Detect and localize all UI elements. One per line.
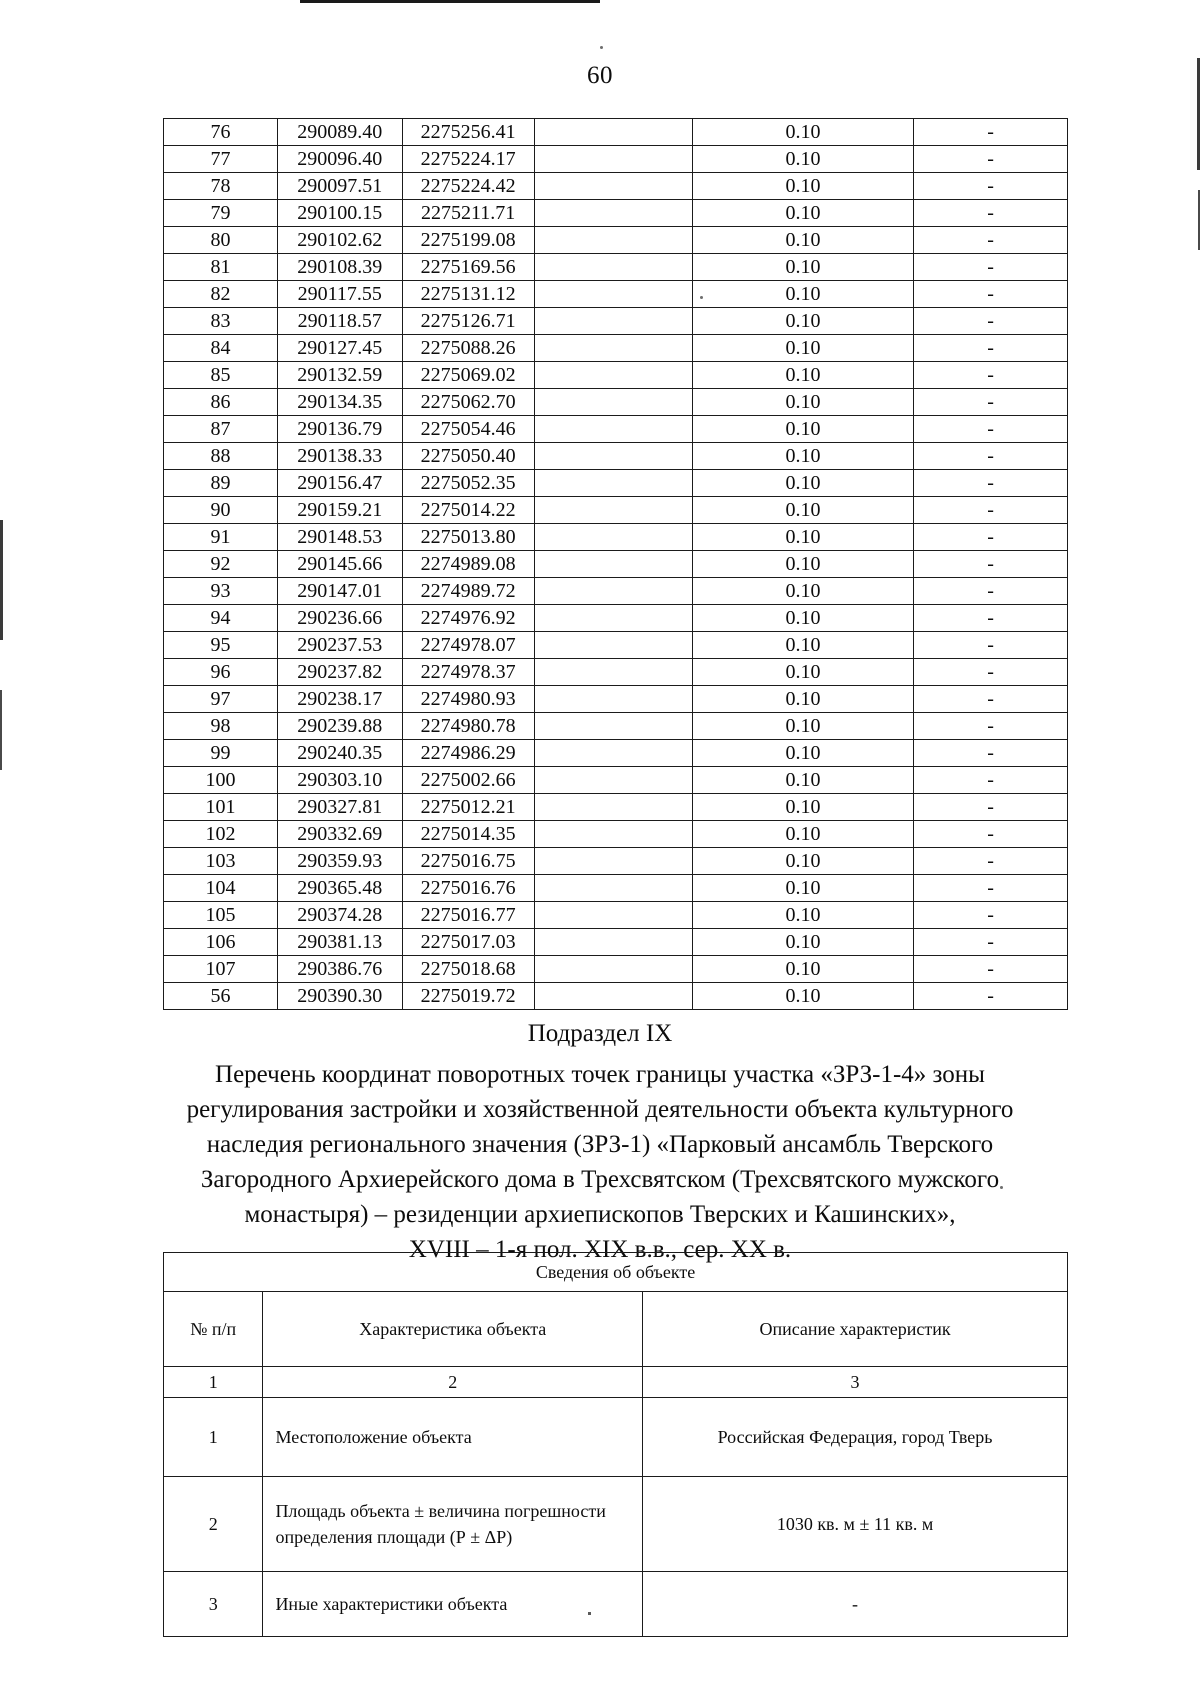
- info-row-characteristic: Местоположение объекта: [263, 1398, 643, 1477]
- cell-note: -: [914, 740, 1068, 767]
- cell-note: -: [914, 497, 1068, 524]
- cell-mt-value: 0.10: [692, 497, 913, 524]
- heading-line: наследия регионального значения (ЗРЗ-1) «Парковый ансамбль Тверского: [206, 1131, 994, 1158]
- table-row: [164, 281, 1068, 308]
- cell-point-number: 92: [164, 551, 278, 578]
- table-row: [164, 740, 1068, 767]
- cell-mt-value: 0.10: [692, 659, 913, 686]
- cell-note: -: [914, 254, 1068, 281]
- cell-note: -: [914, 632, 1068, 659]
- heading-line: монастыря) – резиденции архиепископов Тверских и Кашинских»,: [244, 1201, 956, 1228]
- info-table-row: [164, 1398, 1068, 1477]
- cell-y-coordinate: 2275016.76: [402, 875, 534, 902]
- cell-mt-value: 0.10: [692, 686, 913, 713]
- cell-y-coordinate: 2275088.26: [402, 335, 534, 362]
- cell-point-number: 76: [164, 119, 278, 146]
- cell-x-coordinate: 290359.93: [277, 848, 402, 875]
- cell-point-number: 82: [164, 281, 278, 308]
- cell-x-coordinate: 290238.17: [277, 686, 402, 713]
- cell-mt-value: 0.10: [692, 632, 913, 659]
- info-row-number: 3: [164, 1572, 263, 1637]
- cell-blank-spacer: [534, 200, 692, 227]
- info-row-number: 1: [164, 1398, 263, 1477]
- cell-y-coordinate: 2275019.72: [402, 983, 534, 1010]
- cell-point-number: 105: [164, 902, 278, 929]
- scan-edge-left-upper: [0, 520, 3, 640]
- cell-point-number: 87: [164, 416, 278, 443]
- heading-line: Перечень координат поворотных точек границы участка «ЗРЗ-1-4» зоны: [215, 1061, 985, 1088]
- cell-blank-spacer: [534, 389, 692, 416]
- cell-note: -: [914, 956, 1068, 983]
- cell-mt-value: 0.10: [692, 443, 913, 470]
- cell-blank-spacer: [534, 875, 692, 902]
- cell-x-coordinate: 290381.13: [277, 929, 402, 956]
- cell-mt-value: 0.10: [692, 200, 913, 227]
- table-row: [164, 821, 1068, 848]
- cell-note: -: [914, 551, 1068, 578]
- cell-note: -: [914, 119, 1068, 146]
- cell-note: -: [914, 578, 1068, 605]
- cell-note: -: [914, 173, 1068, 200]
- info-header-characteristic: Характеристика объекта: [263, 1292, 643, 1367]
- cell-point-number: 89: [164, 470, 278, 497]
- cell-mt-value: 0.10: [692, 821, 913, 848]
- cell-mt-value: 0.10: [692, 470, 913, 497]
- object-info-table-container: [163, 1252, 1068, 1637]
- table-row: [164, 659, 1068, 686]
- cell-x-coordinate: 290145.66: [277, 551, 402, 578]
- cell-mt-value: 0.10: [692, 308, 913, 335]
- cell-x-coordinate: 290237.53: [277, 632, 402, 659]
- info-column-number-row: [164, 1367, 1068, 1398]
- cell-x-coordinate: 290096.40: [277, 146, 402, 173]
- cell-mt-value: 0.10: [692, 227, 913, 254]
- cell-x-coordinate: 290097.51: [277, 173, 402, 200]
- cell-mt-value: 0.10: [692, 794, 913, 821]
- table-row: [164, 362, 1068, 389]
- cell-x-coordinate: 290118.57: [277, 308, 402, 335]
- info-table-row: [164, 1572, 1068, 1637]
- cell-note: -: [914, 983, 1068, 1010]
- coordinate-table: [163, 118, 1068, 1010]
- cell-point-number: 95: [164, 632, 278, 659]
- cell-blank-spacer: [534, 119, 692, 146]
- info-header-row: [164, 1292, 1068, 1367]
- heading-line: Загородного Архиерейского дома в Трехсвятском (Трехсвятского мужского: [200, 1166, 1000, 1193]
- cell-note: -: [914, 470, 1068, 497]
- table-row: [164, 794, 1068, 821]
- cell-y-coordinate: 2274980.78: [402, 713, 534, 740]
- cell-y-coordinate: 2275014.22: [402, 497, 534, 524]
- info-title-row: [164, 1253, 1068, 1292]
- cell-x-coordinate: 290159.21: [277, 497, 402, 524]
- table-row: [164, 200, 1068, 227]
- cell-note: -: [914, 659, 1068, 686]
- table-row: [164, 416, 1068, 443]
- cell-blank-spacer: [534, 632, 692, 659]
- cell-point-number: 99: [164, 740, 278, 767]
- cell-blank-spacer: [534, 308, 692, 335]
- object-info-table: [163, 1252, 1068, 1637]
- cell-y-coordinate: 2274978.37: [402, 659, 534, 686]
- table-row: [164, 146, 1068, 173]
- cell-blank-spacer: [534, 686, 692, 713]
- cell-mt-value: 0.10: [692, 983, 913, 1010]
- column-number-2: 2: [263, 1367, 643, 1398]
- cell-note: -: [914, 686, 1068, 713]
- cell-y-coordinate: 2275052.35: [402, 470, 534, 497]
- cell-blank-spacer: [534, 578, 692, 605]
- cell-x-coordinate: 290136.79: [277, 416, 402, 443]
- section-heading-block: [150, 1016, 1050, 1267]
- cell-note: -: [914, 902, 1068, 929]
- cell-blank-spacer: [534, 740, 692, 767]
- cell-point-number: 102: [164, 821, 278, 848]
- table-row: [164, 767, 1068, 794]
- cell-blank-spacer: [534, 254, 692, 281]
- info-row-characteristic: Иные характеристики объекта: [263, 1572, 643, 1637]
- cell-blank-spacer: [534, 713, 692, 740]
- cell-x-coordinate: 290134.35: [277, 389, 402, 416]
- cell-note: -: [914, 227, 1068, 254]
- info-row-description: -: [643, 1572, 1068, 1637]
- cell-point-number: 83: [164, 308, 278, 335]
- section-description: [150, 1057, 1050, 1267]
- cell-mt-value: 0.10: [692, 578, 913, 605]
- cell-blank-spacer: [534, 362, 692, 389]
- cell-point-number: 106: [164, 929, 278, 956]
- cell-y-coordinate: 2274980.93: [402, 686, 534, 713]
- table-row: [164, 632, 1068, 659]
- table-row: [164, 875, 1068, 902]
- table-row: [164, 119, 1068, 146]
- heading-line: регулирования застройки и хозяйственной деятельности объекта культурного: [186, 1096, 1014, 1123]
- cell-point-number: 94: [164, 605, 278, 632]
- info-row-description: Российская Федерация, город Тверь: [643, 1398, 1068, 1477]
- cell-y-coordinate: 2274978.07: [402, 632, 534, 659]
- cell-x-coordinate: 290239.88: [277, 713, 402, 740]
- info-header-np: № п/п: [164, 1292, 263, 1367]
- table-row: [164, 308, 1068, 335]
- table-row: [164, 578, 1068, 605]
- cell-mt-value: 0.10: [692, 416, 913, 443]
- cell-point-number: 91: [164, 524, 278, 551]
- cell-mt-value: 0.10: [692, 875, 913, 902]
- cell-y-coordinate: 2275013.80: [402, 524, 534, 551]
- cell-x-coordinate: 290156.47: [277, 470, 402, 497]
- cell-y-coordinate: 2275014.35: [402, 821, 534, 848]
- cell-mt-value: 0.10: [692, 362, 913, 389]
- info-row-description: 1030 кв. м ± 11 кв. м: [643, 1477, 1068, 1572]
- cell-mt-value: 0.10: [692, 281, 913, 308]
- cell-x-coordinate: 290237.82: [277, 659, 402, 686]
- cell-blank-spacer: [534, 956, 692, 983]
- cell-mt-value: 0.10: [692, 956, 913, 983]
- cell-y-coordinate: 2275224.42: [402, 173, 534, 200]
- cell-blank-spacer: [534, 281, 692, 308]
- cell-point-number: 86: [164, 389, 278, 416]
- cell-note: -: [914, 389, 1068, 416]
- cell-mt-value: 0.10: [692, 146, 913, 173]
- info-row-number: 2: [164, 1477, 263, 1572]
- cell-mt-value: 0.10: [692, 524, 913, 551]
- cell-point-number: 93: [164, 578, 278, 605]
- cell-y-coordinate: 2275211.71: [402, 200, 534, 227]
- cell-x-coordinate: 290240.35: [277, 740, 402, 767]
- scan-edge-top: [300, 0, 600, 3]
- cell-mt-value: 0.10: [692, 767, 913, 794]
- cell-note: -: [914, 713, 1068, 740]
- table-row: [164, 956, 1068, 983]
- column-number-3: 3: [643, 1367, 1068, 1398]
- cell-mt-value: 0.10: [692, 848, 913, 875]
- table-row: [164, 524, 1068, 551]
- cell-note: -: [914, 929, 1068, 956]
- scan-speck: [600, 46, 603, 49]
- cell-x-coordinate: 290147.01: [277, 578, 402, 605]
- table-row: [164, 605, 1068, 632]
- cell-note: -: [914, 443, 1068, 470]
- cell-x-coordinate: 290390.30: [277, 983, 402, 1010]
- cell-y-coordinate: 2275002.66: [402, 767, 534, 794]
- cell-note: -: [914, 416, 1068, 443]
- cell-note: -: [914, 767, 1068, 794]
- info-table-row: [164, 1477, 1068, 1572]
- table-row: [164, 173, 1068, 200]
- cell-x-coordinate: 290332.69: [277, 821, 402, 848]
- cell-x-coordinate: 290100.15: [277, 200, 402, 227]
- cell-blank-spacer: [534, 443, 692, 470]
- cell-note: -: [914, 524, 1068, 551]
- cell-point-number: 90: [164, 497, 278, 524]
- column-number-1: 1: [164, 1367, 263, 1398]
- cell-y-coordinate: 2275016.77: [402, 902, 534, 929]
- cell-blank-spacer: [534, 983, 692, 1010]
- table-row: [164, 551, 1068, 578]
- cell-note: -: [914, 200, 1068, 227]
- cell-mt-value: 0.10: [692, 740, 913, 767]
- cell-blank-spacer: [534, 848, 692, 875]
- cell-y-coordinate: 2274986.29: [402, 740, 534, 767]
- table-row: [164, 983, 1068, 1010]
- table-row: [164, 389, 1068, 416]
- cell-y-coordinate: 2275256.41: [402, 119, 534, 146]
- cell-mt-value: 0.10: [692, 713, 913, 740]
- cell-blank-spacer: [534, 524, 692, 551]
- table-row: [164, 254, 1068, 281]
- cell-note: -: [914, 362, 1068, 389]
- table-row: [164, 686, 1068, 713]
- table-row: [164, 470, 1068, 497]
- cell-blank-spacer: [534, 902, 692, 929]
- cell-x-coordinate: 290127.45: [277, 335, 402, 362]
- cell-blank-spacer: [534, 173, 692, 200]
- cell-mt-value: 0.10: [692, 335, 913, 362]
- cell-blank-spacer: [534, 659, 692, 686]
- info-header-description: Описание характеристик: [643, 1292, 1068, 1367]
- cell-blank-spacer: [534, 227, 692, 254]
- cell-point-number: 96: [164, 659, 278, 686]
- cell-point-number: 77: [164, 146, 278, 173]
- cell-blank-spacer: [534, 335, 692, 362]
- cell-y-coordinate: 2274976.92: [402, 605, 534, 632]
- table-row: [164, 443, 1068, 470]
- scan-edge-left-lower: [0, 690, 2, 770]
- cell-x-coordinate: 290386.76: [277, 956, 402, 983]
- cell-blank-spacer: [534, 146, 692, 173]
- table-row: [164, 713, 1068, 740]
- cell-x-coordinate: 290148.53: [277, 524, 402, 551]
- cell-blank-spacer: [534, 605, 692, 632]
- cell-note: -: [914, 821, 1068, 848]
- cell-point-number: 101: [164, 794, 278, 821]
- cell-y-coordinate: 2275126.71: [402, 308, 534, 335]
- cell-point-number: 80: [164, 227, 278, 254]
- cell-mt-value: 0.10: [692, 173, 913, 200]
- cell-point-number: 79: [164, 200, 278, 227]
- cell-note: -: [914, 848, 1068, 875]
- cell-blank-spacer: [534, 470, 692, 497]
- cell-point-number: 88: [164, 443, 278, 470]
- cell-note: -: [914, 605, 1068, 632]
- cell-blank-spacer: [534, 929, 692, 956]
- cell-note: -: [914, 794, 1068, 821]
- cell-x-coordinate: 290108.39: [277, 254, 402, 281]
- cell-y-coordinate: 2275131.12: [402, 281, 534, 308]
- cell-point-number: 104: [164, 875, 278, 902]
- cell-mt-value: 0.10: [692, 551, 913, 578]
- cell-point-number: 107: [164, 956, 278, 983]
- cell-blank-spacer: [534, 767, 692, 794]
- table-row: [164, 335, 1068, 362]
- cell-mt-value: 0.10: [692, 605, 913, 632]
- cell-y-coordinate: 2274989.72: [402, 578, 534, 605]
- cell-blank-spacer: [534, 551, 692, 578]
- cell-y-coordinate: 2275016.75: [402, 848, 534, 875]
- heading-line: XVIII – 1-я пол. XIX в.в., сер. XX в.: [408, 1236, 792, 1263]
- cell-x-coordinate: 290236.66: [277, 605, 402, 632]
- cell-point-number: 85: [164, 362, 278, 389]
- cell-point-number: 103: [164, 848, 278, 875]
- cell-note: -: [914, 308, 1068, 335]
- cell-x-coordinate: 290132.59: [277, 362, 402, 389]
- table-row: [164, 902, 1068, 929]
- cell-x-coordinate: 290303.10: [277, 767, 402, 794]
- cell-y-coordinate: 2275169.56: [402, 254, 534, 281]
- cell-x-coordinate: 290102.62: [277, 227, 402, 254]
- cell-note: -: [914, 875, 1068, 902]
- cell-x-coordinate: 290117.55: [277, 281, 402, 308]
- table-row: [164, 227, 1068, 254]
- cell-x-coordinate: 290374.28: [277, 902, 402, 929]
- cell-blank-spacer: [534, 416, 692, 443]
- cell-mt-value: 0.10: [692, 929, 913, 956]
- table-row: [164, 929, 1068, 956]
- cell-point-number: 98: [164, 713, 278, 740]
- cell-y-coordinate: 2275012.21: [402, 794, 534, 821]
- cell-x-coordinate: 290138.33: [277, 443, 402, 470]
- cell-x-coordinate: 290327.81: [277, 794, 402, 821]
- cell-blank-spacer: [534, 497, 692, 524]
- cell-x-coordinate: 290089.40: [277, 119, 402, 146]
- table-row: [164, 497, 1068, 524]
- cell-mt-value: 0.10: [692, 902, 913, 929]
- cell-y-coordinate: 2275199.08: [402, 227, 534, 254]
- cell-y-coordinate: 2275069.02: [402, 362, 534, 389]
- cell-mt-value: 0.10: [692, 389, 913, 416]
- cell-y-coordinate: 2274989.08: [402, 551, 534, 578]
- cell-mt-value: 0.10: [692, 254, 913, 281]
- cell-point-number: 84: [164, 335, 278, 362]
- cell-note: -: [914, 146, 1068, 173]
- cell-note: -: [914, 281, 1068, 308]
- cell-point-number: 100: [164, 767, 278, 794]
- cell-y-coordinate: 2275054.46: [402, 416, 534, 443]
- cell-y-coordinate: 2275050.40: [402, 443, 534, 470]
- cell-point-number: 56: [164, 983, 278, 1010]
- cell-x-coordinate: 290365.48: [277, 875, 402, 902]
- subsection-title: Подраздел IX: [527, 1020, 673, 1047]
- cell-blank-spacer: [534, 821, 692, 848]
- info-table-title: Сведения об объекте: [164, 1253, 1068, 1292]
- cell-note: -: [914, 335, 1068, 362]
- cell-y-coordinate: 2275017.03: [402, 929, 534, 956]
- cell-point-number: 97: [164, 686, 278, 713]
- cell-blank-spacer: [534, 794, 692, 821]
- cell-mt-value: 0.10: [692, 119, 913, 146]
- cell-point-number: 78: [164, 173, 278, 200]
- cell-y-coordinate: 2275062.70: [402, 389, 534, 416]
- table-row: [164, 848, 1068, 875]
- cell-y-coordinate: 2275018.68: [402, 956, 534, 983]
- cell-point-number: 81: [164, 254, 278, 281]
- page-number: 60: [587, 62, 613, 89]
- coordinate-table-container: [163, 118, 1068, 1010]
- cell-y-coordinate: 2275224.17: [402, 146, 534, 173]
- info-row-characteristic: Площадь объекта ± величина погрешности определения площади (Р ± ΔР): [263, 1477, 643, 1572]
